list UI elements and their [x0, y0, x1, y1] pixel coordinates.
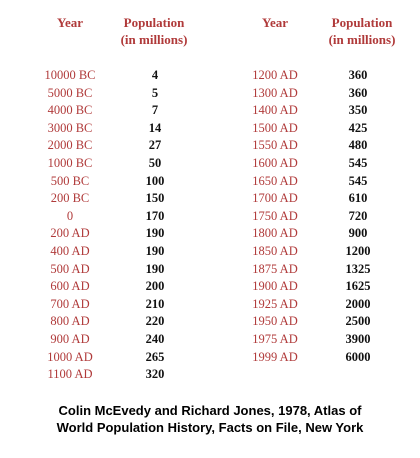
- left-table: [0, 67, 210, 384]
- table-row: [0, 137, 210, 155]
- table-row: [0, 313, 210, 331]
- population-cell: 2000: [345, 296, 371, 311]
- year-cell: 1000 BC: [47, 155, 93, 170]
- year-cell: 900 AD: [50, 331, 90, 346]
- table-row: [210, 102, 420, 120]
- year-cell: 1975 AD: [252, 331, 298, 346]
- year-cell: 1925 AD: [252, 296, 298, 311]
- citation-line-2: World Population History, Facts on File, New York: [56, 420, 364, 435]
- table-row: [210, 331, 420, 349]
- year-cell: 200 AD: [50, 226, 90, 241]
- table-row: [210, 155, 420, 173]
- year-cell: 1400 AD: [252, 103, 298, 118]
- table-row: [210, 243, 420, 261]
- year-cell: 800 AD: [50, 314, 90, 329]
- year-cell: 0: [66, 208, 74, 223]
- year-cell: 4000 BC: [47, 103, 93, 118]
- year-cell: 1999 AD: [252, 349, 298, 364]
- year-cell: 1875 AD: [252, 261, 298, 276]
- population-cell: 720: [348, 208, 368, 223]
- population-cell: 480: [348, 138, 368, 153]
- year-cell: 1200 AD: [252, 68, 298, 82]
- population-cell: 27: [148, 138, 162, 153]
- table-row: [0, 278, 210, 296]
- table-row: [210, 173, 420, 191]
- population-cell: 5: [151, 85, 159, 100]
- population-cell: 425: [348, 120, 368, 135]
- population-cell: 1200: [345, 243, 371, 258]
- year-cell: 1850 AD: [252, 243, 298, 258]
- year-cell: 1700 AD: [252, 191, 298, 206]
- population-cell: 350: [348, 103, 368, 118]
- year-cell: 10000 BC: [44, 68, 96, 82]
- table-row: [210, 208, 420, 226]
- population-cell: 900: [348, 226, 368, 241]
- year-cell: 2000 BC: [47, 138, 93, 153]
- table-row: [210, 296, 420, 314]
- year-cell: 1950 AD: [252, 314, 298, 329]
- table-row: [0, 366, 210, 384]
- table-row: [210, 349, 420, 367]
- year-cell: 600 AD: [50, 279, 90, 294]
- year-cell: 1750 AD: [252, 208, 298, 223]
- population-cell: 545: [348, 173, 368, 188]
- table-row: [210, 85, 420, 103]
- table-row: [0, 85, 210, 103]
- population-cell: 190: [145, 226, 165, 241]
- population-cell: 1325: [345, 261, 371, 276]
- population-cell: 190: [145, 243, 165, 258]
- population-cell: 610: [348, 191, 368, 206]
- table-row: [210, 137, 420, 155]
- population-cell: 170: [145, 208, 165, 223]
- table-row: [0, 243, 210, 261]
- table-row: [0, 208, 210, 226]
- population-cell: 210: [145, 296, 165, 311]
- population-cell: 360: [348, 85, 368, 100]
- table-row: [0, 190, 210, 208]
- year-cell: 5000 BC: [47, 85, 93, 100]
- population-cell: 3900: [345, 331, 371, 346]
- table-row: [0, 155, 210, 173]
- population-cell: 2500: [345, 314, 371, 329]
- table-row: [0, 120, 210, 138]
- year-cell: 1650 AD: [252, 173, 298, 188]
- population-cell: 6000: [345, 349, 371, 364]
- year-cell: 400 AD: [50, 243, 90, 258]
- year-cell: 700 AD: [50, 296, 90, 311]
- left-year-header: Year: [57, 15, 83, 30]
- table-row: [0, 331, 210, 349]
- population-cell: 265: [145, 349, 165, 364]
- year-cell: 1550 AD: [252, 138, 298, 153]
- table-row: [210, 261, 420, 279]
- population-cell: 545: [348, 155, 368, 170]
- year-cell: 1600 AD: [252, 155, 298, 170]
- year-cell: 1500 AD: [252, 120, 298, 135]
- year-cell: 1100 AD: [47, 367, 93, 382]
- year-cell: 1900 AD: [252, 279, 298, 294]
- table-row: [0, 261, 210, 279]
- population-cell: 200: [145, 279, 165, 294]
- table-row: [210, 225, 420, 243]
- population-cell: 220: [145, 314, 165, 329]
- population-cell: 240: [145, 331, 165, 346]
- population-cell: 150: [145, 191, 165, 206]
- population-cell: 14: [148, 120, 162, 135]
- table-row: [0, 225, 210, 243]
- left-population-header: Population (in millions): [120, 15, 188, 47]
- year-cell: 1000 AD: [47, 349, 93, 364]
- year-cell: 1800 AD: [252, 226, 298, 241]
- year-cell: 200 BC: [50, 191, 90, 206]
- source-citation: [0, 402, 420, 436]
- population-cell: 1625: [345, 279, 371, 294]
- right-year-header: Year: [262, 15, 288, 30]
- population-cell: 50: [148, 155, 162, 170]
- population-cell: 320: [145, 367, 165, 382]
- year-cell: 500 BC: [50, 173, 90, 188]
- table-row: [0, 173, 210, 191]
- right-population-header: Population (in millions): [328, 15, 396, 47]
- right-table: [210, 67, 420, 366]
- table-row: [210, 190, 420, 208]
- population-cell: 100: [145, 173, 165, 188]
- population-cell: 190: [145, 261, 165, 276]
- table-row: [0, 67, 210, 85]
- table-row: [0, 102, 210, 120]
- table-row: [0, 349, 210, 367]
- year-cell: 500 AD: [50, 261, 90, 276]
- year-cell: 1300 AD: [252, 85, 298, 100]
- population-cell: 7: [151, 103, 159, 118]
- population-cell: 4: [151, 68, 159, 82]
- table-row: [210, 120, 420, 138]
- table-row: [210, 313, 420, 331]
- citation-line-1: Colin McEvedy and Richard Jones, 1978, Atlas of: [58, 403, 362, 418]
- year-cell: 3000 BC: [47, 120, 93, 135]
- table-row: [210, 67, 420, 85]
- table-row: [0, 296, 210, 314]
- population-cell: 360: [348, 68, 368, 82]
- table-row: [210, 278, 420, 296]
